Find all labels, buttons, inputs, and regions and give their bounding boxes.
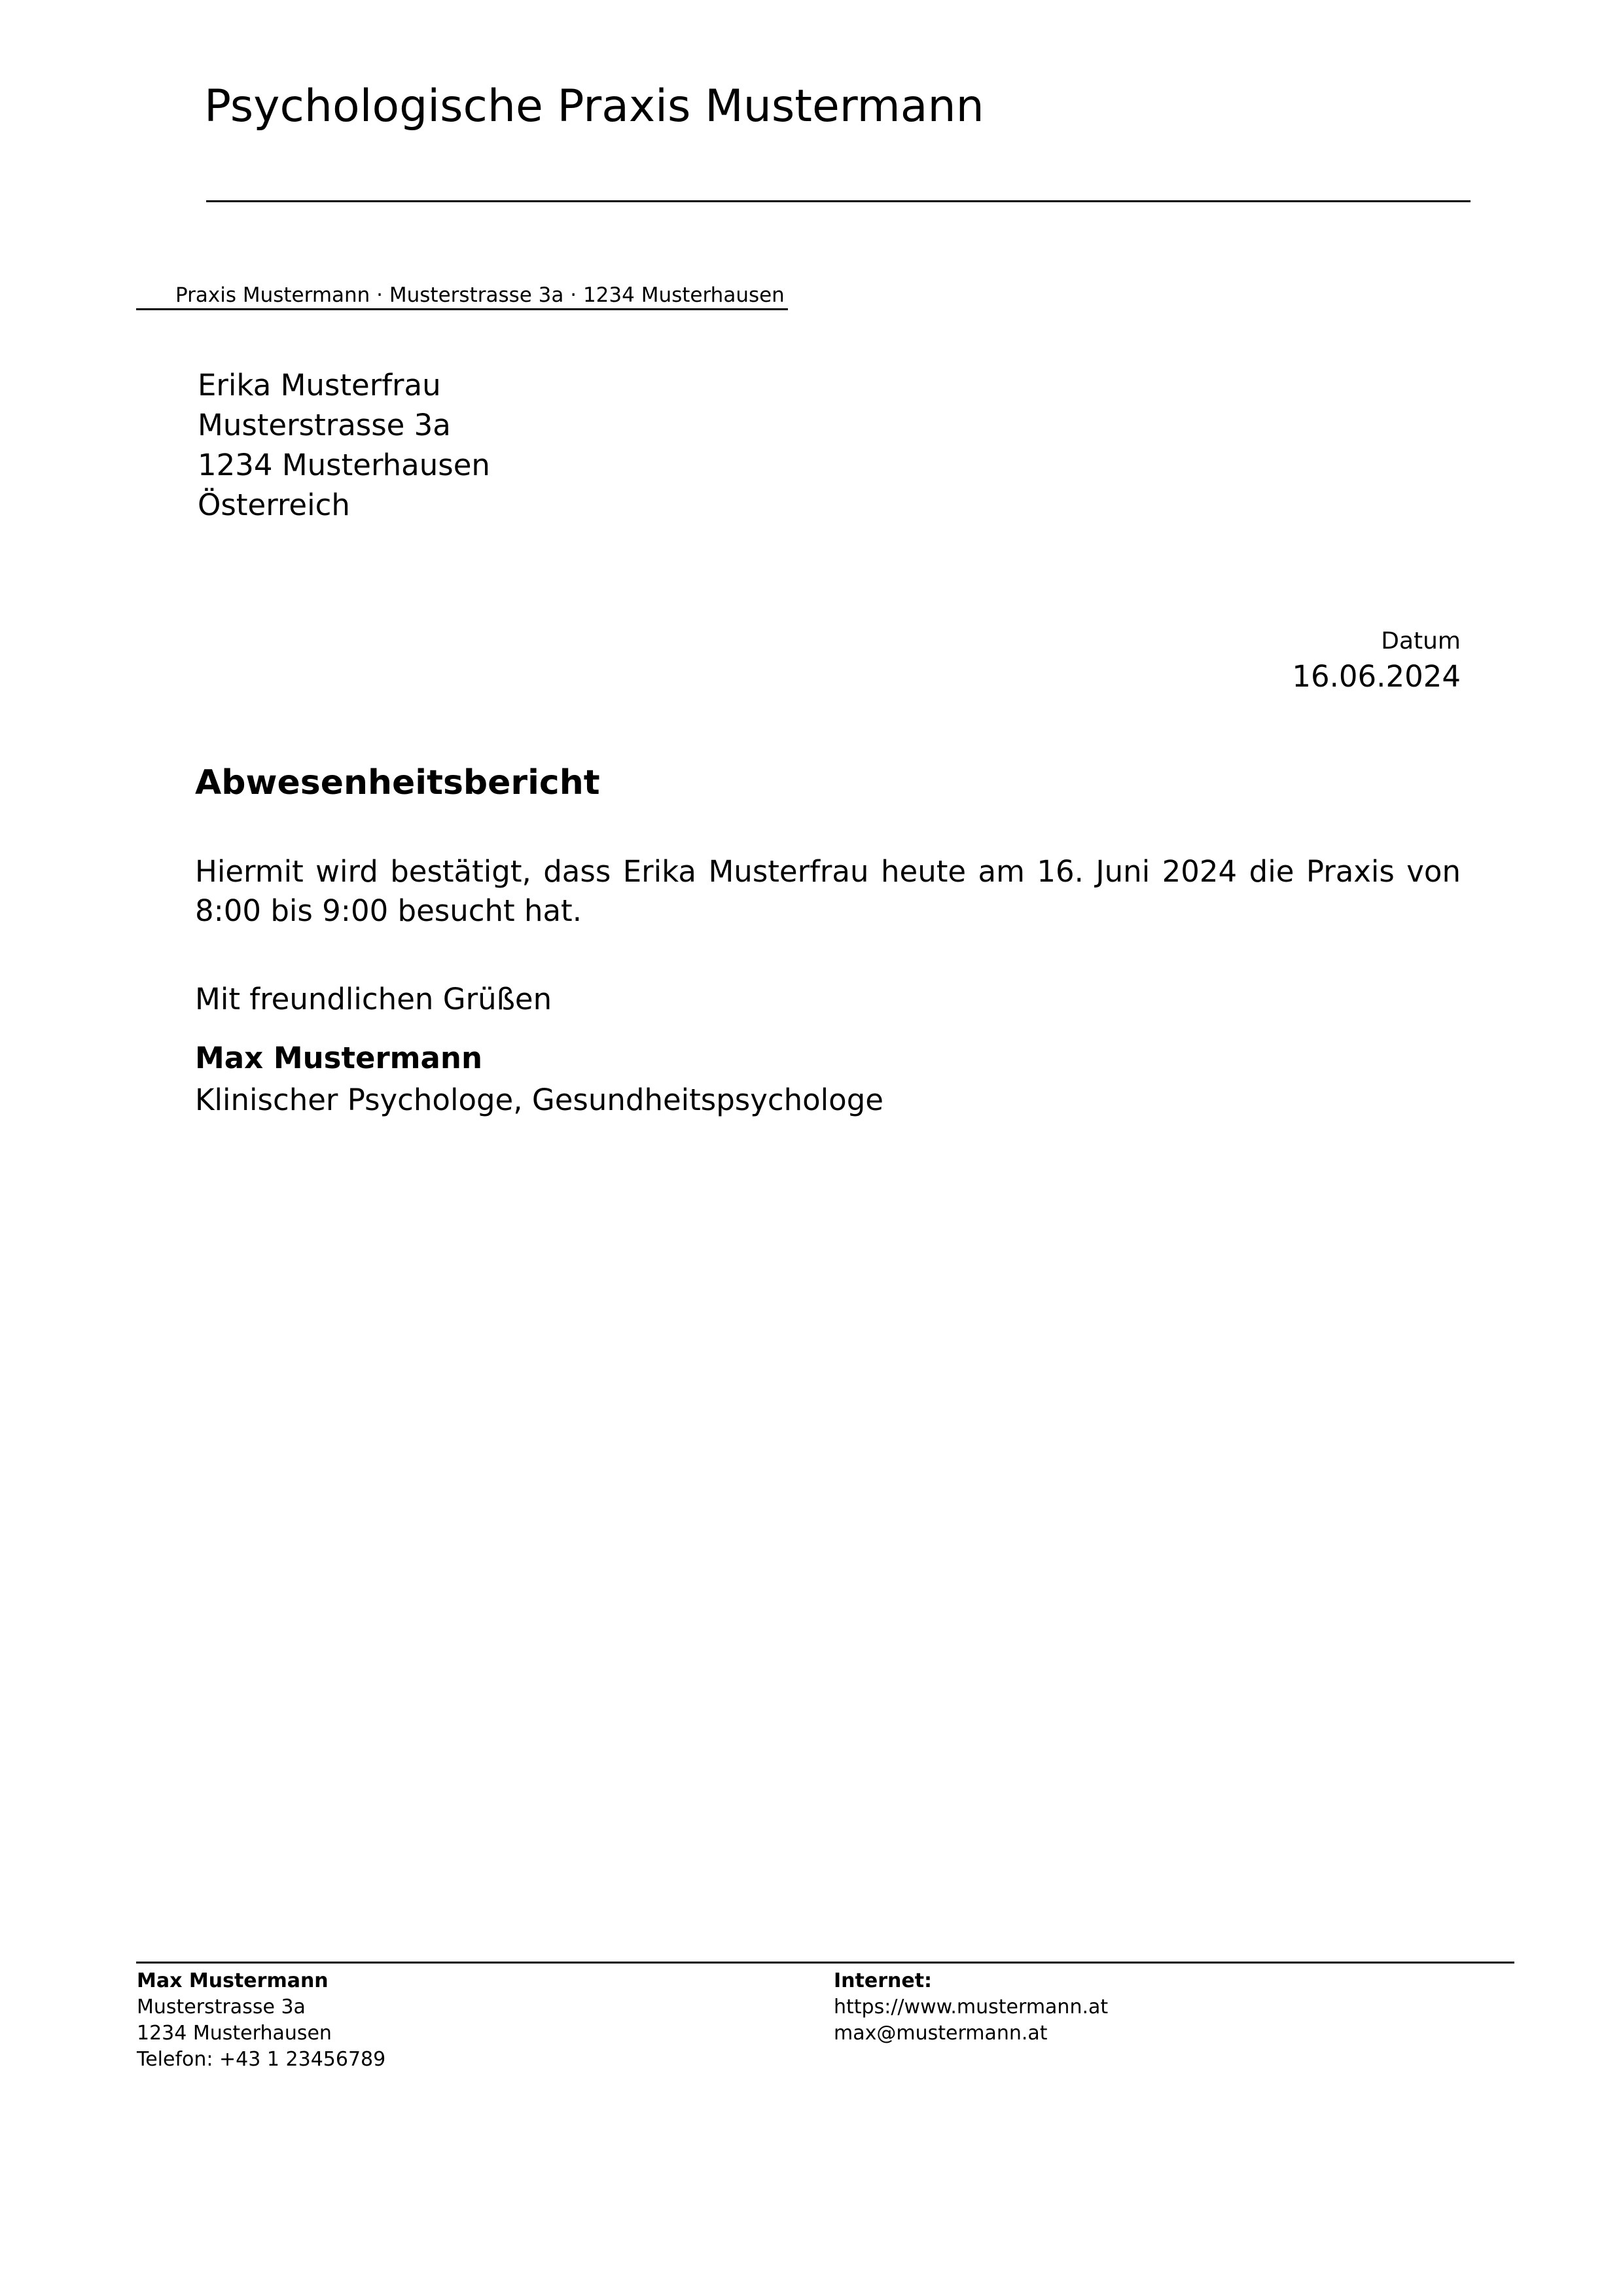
signer-name: Max Mustermann: [195, 1041, 482, 1075]
recipient-country: Österreich: [198, 488, 350, 522]
footer-email-link[interactable]: max@mustermann.at: [834, 2022, 1048, 2045]
footer-contact: [137, 1968, 385, 2073]
footer-internet: [834, 1968, 1108, 2047]
date-label: Datum: [1381, 628, 1461, 655]
footer-internet-heading: Internet:: [834, 1969, 933, 1992]
footer-contact-phone: Telefon: +43 1 23456789: [137, 2048, 386, 2071]
footer-contact-city: 1234 Musterhausen: [137, 2022, 332, 2045]
footer-divider: [136, 1962, 1514, 1964]
footer-contact-street: Musterstrasse 3a: [137, 1996, 306, 2018]
recipient-address: [198, 365, 490, 525]
footer-contact-name: Max Mustermann: [137, 1969, 329, 1992]
recipient-name: Erika Musterfrau: [198, 368, 441, 403]
letter-closing: Mit freundlichen Grüßen: [195, 982, 552, 1016]
date-block: [1292, 626, 1461, 696]
sender-return-address: Praxis Mustermann · Musterstrasse 3a · 1234 Musterhausen: [175, 283, 785, 307]
date-value: 16.06.2024: [1292, 659, 1461, 694]
recipient-street: Musterstrasse 3a: [198, 408, 451, 442]
recipient-city: 1234 Musterhausen: [198, 448, 490, 482]
letterhead-divider: [206, 200, 1471, 202]
letter-subject: Abwesenheitsbericht: [195, 763, 600, 802]
footer-website-link[interactable]: https://www.mustermann.at: [834, 1996, 1109, 2018]
signer-title: Klinischer Psychologe, Gesundheitspsychologe: [195, 1083, 883, 1117]
letterhead-title: Psychologische Praxis Mustermann: [204, 81, 984, 132]
sender-address-underline: [136, 308, 788, 310]
letter-body: Hiermit wird bestätigt, dass Erika Musterfrau heute am 16. Juni 2024 die Praxis von 8:00 bis 9:00 besucht hat.: [195, 854, 1461, 928]
